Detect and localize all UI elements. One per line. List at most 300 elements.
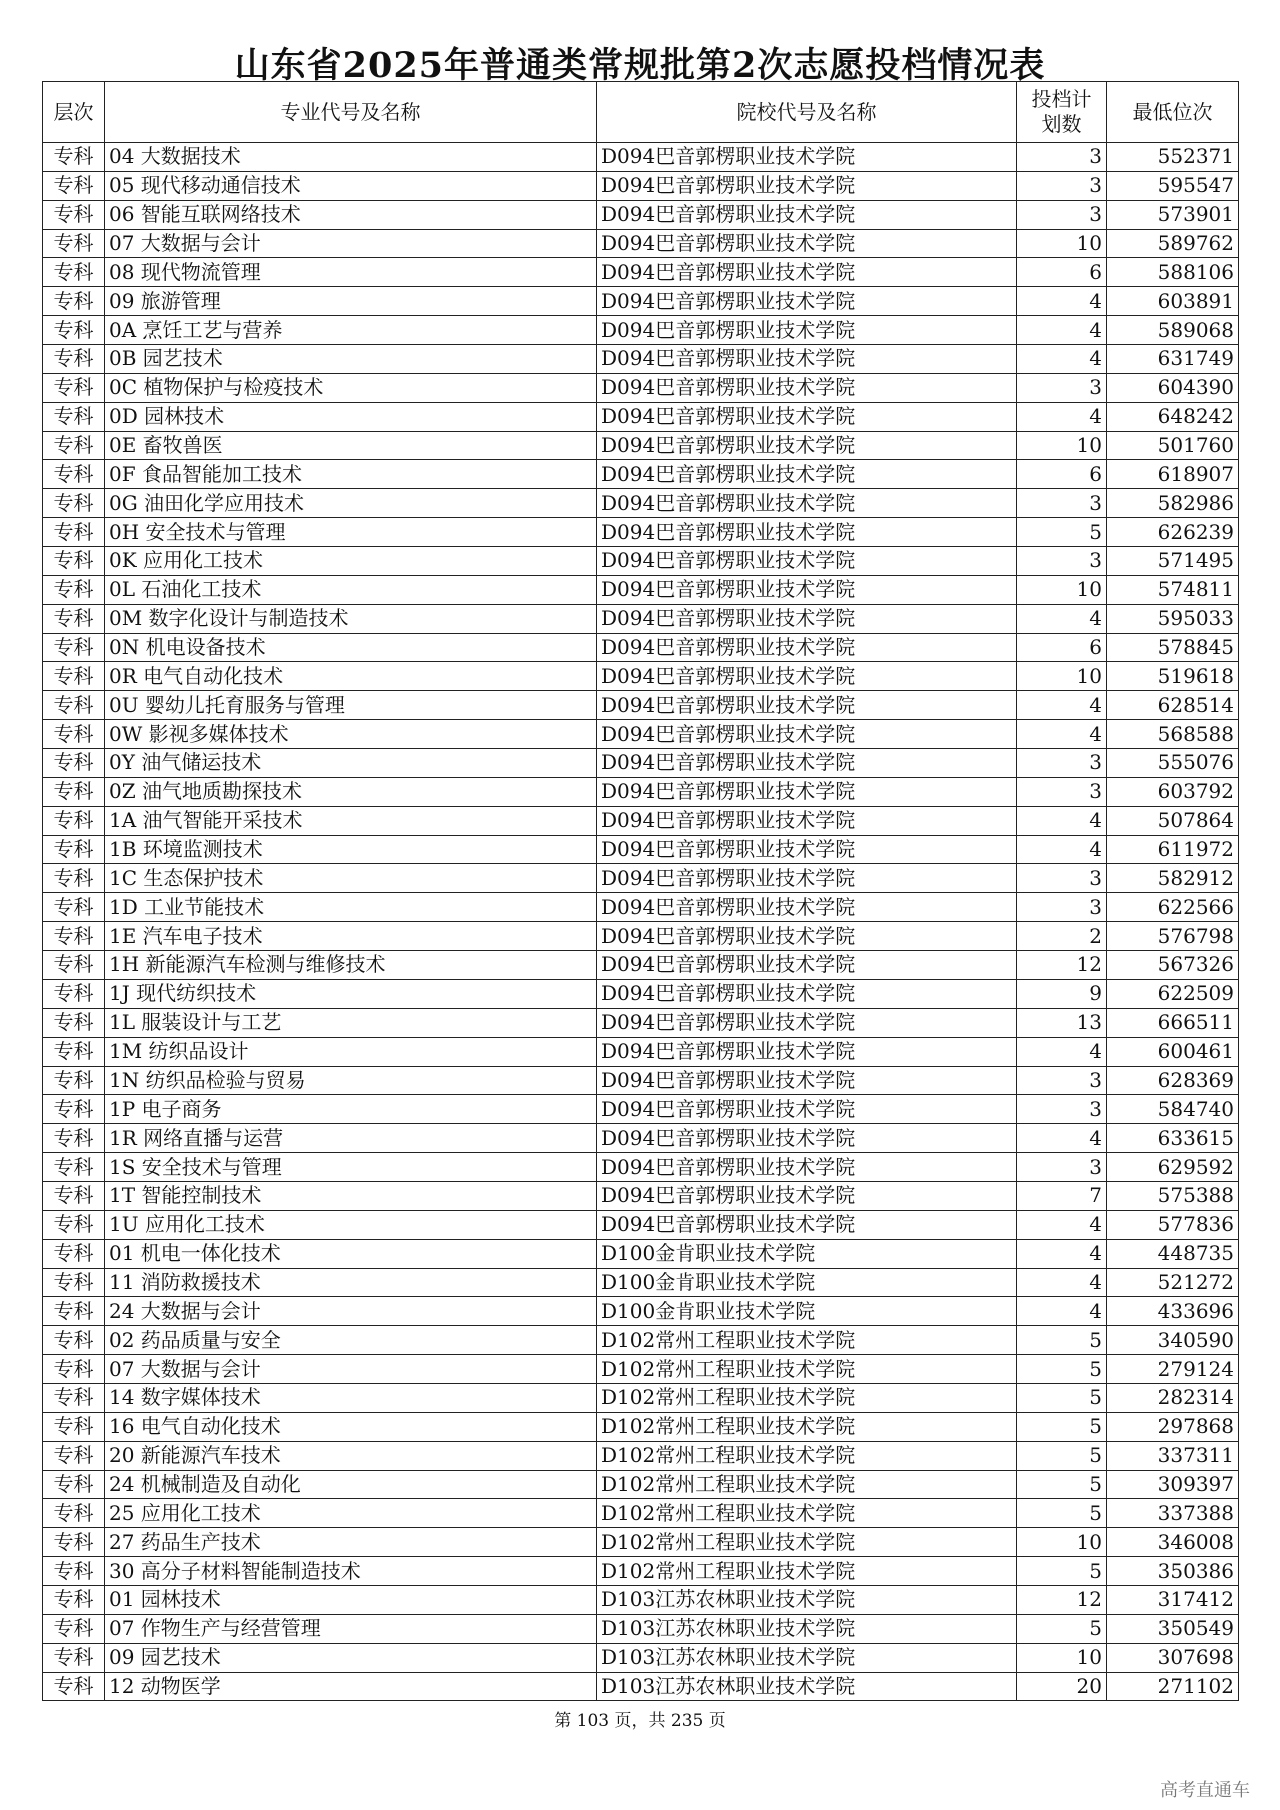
table-header-row bbox=[43, 82, 1239, 143]
cell-school: D094巴音郭楞职业技术学院 bbox=[597, 1008, 1017, 1037]
cell-level: 专科 bbox=[43, 806, 105, 835]
table-row bbox=[43, 922, 1239, 951]
cell-school: D094巴音郭楞职业技术学院 bbox=[597, 287, 1017, 316]
cell-school: D094巴音郭楞职业技术学院 bbox=[597, 373, 1017, 402]
table-row bbox=[43, 777, 1239, 806]
cell-school: D094巴音郭楞职业技术学院 bbox=[597, 345, 1017, 374]
watermark: 高考直通车 bbox=[1160, 1780, 1250, 1801]
cell-plan: 4 bbox=[1017, 720, 1107, 749]
cell-school: D103江苏农林职业技术学院 bbox=[597, 1614, 1017, 1643]
table-row bbox=[43, 1095, 1239, 1124]
cell-school: D100金肯职业技术学院 bbox=[597, 1239, 1017, 1268]
cell-plan: 9 bbox=[1017, 979, 1107, 1008]
table-row bbox=[43, 979, 1239, 1008]
cell-rank: 574811 bbox=[1107, 575, 1239, 604]
cell-rank: 340590 bbox=[1107, 1326, 1239, 1355]
cell-rank: 595547 bbox=[1107, 171, 1239, 200]
table-row bbox=[43, 1412, 1239, 1441]
table-row bbox=[43, 633, 1239, 662]
cell-major: 1M 纺织品设计 bbox=[105, 1037, 597, 1066]
cell-rank: 666511 bbox=[1107, 1008, 1239, 1037]
table-row bbox=[43, 604, 1239, 633]
cell-level: 专科 bbox=[43, 633, 105, 662]
table-row bbox=[43, 1153, 1239, 1182]
table-row bbox=[43, 171, 1239, 200]
cell-plan: 3 bbox=[1017, 200, 1107, 229]
cell-major: 1H 新能源汽车检测与维修技术 bbox=[105, 951, 597, 980]
table-row bbox=[43, 373, 1239, 402]
cell-school: D094巴音郭楞职业技术学院 bbox=[597, 1181, 1017, 1210]
cell-level: 专科 bbox=[43, 1557, 105, 1586]
cell-plan: 5 bbox=[1017, 518, 1107, 547]
cell-school: D094巴音郭楞职业技术学院 bbox=[597, 951, 1017, 980]
cell-rank: 571495 bbox=[1107, 547, 1239, 576]
cell-level: 专科 bbox=[43, 1326, 105, 1355]
cell-level: 专科 bbox=[43, 1470, 105, 1499]
table-row bbox=[43, 1326, 1239, 1355]
cell-level: 专科 bbox=[43, 575, 105, 604]
cell-rank: 584740 bbox=[1107, 1095, 1239, 1124]
cell-level: 专科 bbox=[43, 662, 105, 691]
cell-rank: 626239 bbox=[1107, 518, 1239, 547]
cell-school: D094巴音郭楞职业技术学院 bbox=[597, 633, 1017, 662]
cell-rank: 573901 bbox=[1107, 200, 1239, 229]
cell-major: 0N 机电设备技术 bbox=[105, 633, 597, 662]
table-row bbox=[43, 575, 1239, 604]
cell-rank: 603792 bbox=[1107, 777, 1239, 806]
table-row bbox=[43, 1383, 1239, 1412]
cell-plan: 3 bbox=[1017, 171, 1107, 200]
cell-plan: 4 bbox=[1017, 316, 1107, 345]
cell-rank: 631749 bbox=[1107, 345, 1239, 374]
cell-school: D094巴音郭楞职业技术学院 bbox=[597, 1037, 1017, 1066]
table-row bbox=[43, 749, 1239, 778]
table-row bbox=[43, 1037, 1239, 1066]
table-row bbox=[43, 460, 1239, 489]
table-row bbox=[43, 489, 1239, 518]
cell-school: D094巴音郭楞职业技术学院 bbox=[597, 431, 1017, 460]
cell-school: D094巴音郭楞职业技术学院 bbox=[597, 720, 1017, 749]
cell-plan: 10 bbox=[1017, 662, 1107, 691]
cell-level: 专科 bbox=[43, 518, 105, 547]
table-row bbox=[43, 1672, 1239, 1701]
cell-level: 专科 bbox=[43, 316, 105, 345]
cell-level: 专科 bbox=[43, 345, 105, 374]
cell-level: 专科 bbox=[43, 373, 105, 402]
cell-plan: 5 bbox=[1017, 1499, 1107, 1528]
cell-plan: 5 bbox=[1017, 1557, 1107, 1586]
cell-school: D102常州工程职业技术学院 bbox=[597, 1412, 1017, 1441]
cell-plan: 3 bbox=[1017, 749, 1107, 778]
cell-major: 07 大数据与会计 bbox=[105, 229, 597, 258]
page-footer: 第 103 页，共 235 页 bbox=[554, 1711, 726, 1731]
cell-plan: 12 bbox=[1017, 951, 1107, 980]
cell-major: 25 应用化工技术 bbox=[105, 1499, 597, 1528]
cell-school: D094巴音郭楞职业技术学院 bbox=[597, 460, 1017, 489]
cell-school: D094巴音郭楞职业技术学院 bbox=[597, 749, 1017, 778]
cell-level: 专科 bbox=[43, 1499, 105, 1528]
cell-plan: 5 bbox=[1017, 1383, 1107, 1412]
cell-plan: 4 bbox=[1017, 1297, 1107, 1326]
cell-major: 1E 汽车电子技术 bbox=[105, 922, 597, 951]
cell-school: D102常州工程职业技术学院 bbox=[597, 1470, 1017, 1499]
table-row bbox=[43, 835, 1239, 864]
header-plan-line1: 投档计 bbox=[1031, 87, 1092, 111]
cell-plan: 4 bbox=[1017, 1268, 1107, 1297]
table-row bbox=[43, 1355, 1239, 1384]
cell-major: 08 现代物流管理 bbox=[105, 258, 597, 287]
cell-rank: 297868 bbox=[1107, 1412, 1239, 1441]
table-row bbox=[43, 864, 1239, 893]
cell-level: 专科 bbox=[43, 1383, 105, 1412]
cell-rank: 589068 bbox=[1107, 316, 1239, 345]
table-row bbox=[43, 1066, 1239, 1095]
cell-school: D103江苏农林职业技术学院 bbox=[597, 1672, 1017, 1701]
table-row bbox=[43, 1585, 1239, 1614]
cell-plan: 5 bbox=[1017, 1614, 1107, 1643]
cell-level: 专科 bbox=[43, 1412, 105, 1441]
table-row bbox=[43, 1557, 1239, 1586]
cell-plan: 13 bbox=[1017, 1008, 1107, 1037]
table-row bbox=[43, 431, 1239, 460]
cell-school: D094巴音郭楞职业技术学院 bbox=[597, 1066, 1017, 1095]
table-row bbox=[43, 893, 1239, 922]
table-row bbox=[43, 1181, 1239, 1210]
cell-school: D094巴音郭楞职业技术学院 bbox=[597, 229, 1017, 258]
cell-level: 专科 bbox=[43, 1672, 105, 1701]
cell-level: 专科 bbox=[43, 864, 105, 893]
cell-major: 24 机械制造及自动化 bbox=[105, 1470, 597, 1499]
cell-major: 07 大数据与会计 bbox=[105, 1355, 597, 1384]
table-row bbox=[43, 345, 1239, 374]
cell-level: 专科 bbox=[43, 460, 105, 489]
cell-level: 专科 bbox=[43, 979, 105, 1008]
cell-level: 专科 bbox=[43, 1037, 105, 1066]
cell-plan: 3 bbox=[1017, 777, 1107, 806]
cell-school: D094巴音郭楞职业技术学院 bbox=[597, 979, 1017, 1008]
cell-plan: 10 bbox=[1017, 229, 1107, 258]
cell-rank: 618907 bbox=[1107, 460, 1239, 489]
cell-major: 0D 园林技术 bbox=[105, 402, 597, 431]
cell-plan: 6 bbox=[1017, 460, 1107, 489]
cell-rank: 577836 bbox=[1107, 1210, 1239, 1239]
cell-plan: 5 bbox=[1017, 1470, 1107, 1499]
cell-school: D102常州工程职业技术学院 bbox=[597, 1326, 1017, 1355]
table-row bbox=[43, 402, 1239, 431]
cell-school: D094巴音郭楞职业技术学院 bbox=[597, 777, 1017, 806]
cell-major: 1A 油气智能开采技术 bbox=[105, 806, 597, 835]
table-row bbox=[43, 1470, 1239, 1499]
cell-level: 专科 bbox=[43, 1297, 105, 1326]
cell-school: D102常州工程职业技术学院 bbox=[597, 1528, 1017, 1557]
cell-level: 专科 bbox=[43, 1124, 105, 1153]
cell-level: 专科 bbox=[43, 1210, 105, 1239]
header-school: 院校代号及名称 bbox=[597, 82, 1017, 143]
cell-plan: 10 bbox=[1017, 575, 1107, 604]
cell-school: D094巴音郭楞职业技术学院 bbox=[597, 518, 1017, 547]
cell-rank: 648242 bbox=[1107, 402, 1239, 431]
cell-major: 16 电气自动化技术 bbox=[105, 1412, 597, 1441]
cell-level: 专科 bbox=[43, 200, 105, 229]
header-major: 专业代号及名称 bbox=[105, 82, 597, 143]
cell-plan: 5 bbox=[1017, 1326, 1107, 1355]
cell-rank: 279124 bbox=[1107, 1355, 1239, 1384]
table-row bbox=[43, 200, 1239, 229]
cell-major: 27 药品生产技术 bbox=[105, 1528, 597, 1557]
cell-major: 0R 电气自动化技术 bbox=[105, 662, 597, 691]
cell-school: D094巴音郭楞职业技术学院 bbox=[597, 893, 1017, 922]
cell-school: D094巴音郭楞职业技术学院 bbox=[597, 662, 1017, 691]
cell-rank: 589762 bbox=[1107, 229, 1239, 258]
table-row bbox=[43, 1614, 1239, 1643]
cell-rank: 337311 bbox=[1107, 1441, 1239, 1470]
cell-school: D094巴音郭楞职业技术学院 bbox=[597, 200, 1017, 229]
table-row bbox=[43, 1210, 1239, 1239]
cell-plan: 5 bbox=[1017, 1412, 1107, 1441]
table-row bbox=[43, 1499, 1239, 1528]
cell-rank: 271102 bbox=[1107, 1672, 1239, 1701]
cell-major: 01 机电一体化技术 bbox=[105, 1239, 597, 1268]
cell-school: D094巴音郭楞职业技术学院 bbox=[597, 143, 1017, 172]
cell-major: 05 现代移动通信技术 bbox=[105, 171, 597, 200]
cell-major: 1J 现代纺织技术 bbox=[105, 979, 597, 1008]
cell-plan: 2 bbox=[1017, 922, 1107, 951]
table-row bbox=[43, 547, 1239, 576]
cell-major: 1D 工业节能技术 bbox=[105, 893, 597, 922]
cell-major: 04 大数据技术 bbox=[105, 143, 597, 172]
cell-major: 1B 环境监测技术 bbox=[105, 835, 597, 864]
table-row bbox=[43, 1297, 1239, 1326]
cell-level: 专科 bbox=[43, 287, 105, 316]
page-title: 山东省2025年普通类常规批第2次志愿投档情况表 bbox=[234, 45, 1046, 86]
cell-plan: 3 bbox=[1017, 489, 1107, 518]
cell-major: 0G 油田化学应用技术 bbox=[105, 489, 597, 518]
cell-level: 专科 bbox=[43, 1528, 105, 1557]
cell-level: 专科 bbox=[43, 229, 105, 258]
cell-plan: 4 bbox=[1017, 604, 1107, 633]
header-rank: 最低位次 bbox=[1107, 82, 1239, 143]
cell-school: D094巴音郭楞职业技术学院 bbox=[597, 691, 1017, 720]
table-row bbox=[43, 1124, 1239, 1153]
cell-major: 24 大数据与会计 bbox=[105, 1297, 597, 1326]
cell-rank: 628369 bbox=[1107, 1066, 1239, 1095]
cell-plan: 4 bbox=[1017, 806, 1107, 835]
cell-major: 1R 网络直播与运营 bbox=[105, 1124, 597, 1153]
cell-level: 专科 bbox=[43, 1239, 105, 1268]
cell-rank: 604390 bbox=[1107, 373, 1239, 402]
cell-level: 专科 bbox=[43, 143, 105, 172]
cell-school: D102常州工程职业技术学院 bbox=[597, 1355, 1017, 1384]
cell-level: 专科 bbox=[43, 1008, 105, 1037]
table-row bbox=[43, 1268, 1239, 1297]
cell-plan: 5 bbox=[1017, 1355, 1107, 1384]
cell-rank: 433696 bbox=[1107, 1297, 1239, 1326]
cell-level: 专科 bbox=[43, 1095, 105, 1124]
cell-rank: 346008 bbox=[1107, 1528, 1239, 1557]
cell-level: 专科 bbox=[43, 258, 105, 287]
cell-major: 0B 园艺技术 bbox=[105, 345, 597, 374]
cell-rank: 595033 bbox=[1107, 604, 1239, 633]
cell-school: D094巴音郭楞职业技术学院 bbox=[597, 402, 1017, 431]
cell-school: D094巴音郭楞职业技术学院 bbox=[597, 835, 1017, 864]
cell-rank: 448735 bbox=[1107, 1239, 1239, 1268]
table-row bbox=[43, 806, 1239, 835]
cell-rank: 576798 bbox=[1107, 922, 1239, 951]
cell-plan: 3 bbox=[1017, 893, 1107, 922]
cell-rank: 567326 bbox=[1107, 951, 1239, 980]
cell-plan: 5 bbox=[1017, 1441, 1107, 1470]
header-level: 层次 bbox=[43, 82, 105, 143]
cell-major: 0M 数字化设计与制造技术 bbox=[105, 604, 597, 633]
cell-rank: 588106 bbox=[1107, 258, 1239, 287]
cell-major: 0Z 油气地质勘探技术 bbox=[105, 777, 597, 806]
cell-plan: 6 bbox=[1017, 633, 1107, 662]
cell-level: 专科 bbox=[43, 749, 105, 778]
cell-major: 1T 智能控制技术 bbox=[105, 1181, 597, 1210]
table-body bbox=[43, 143, 1239, 1701]
cell-major: 01 园林技术 bbox=[105, 1585, 597, 1614]
cell-school: D094巴音郭楞职业技术学院 bbox=[597, 258, 1017, 287]
cell-rank: 568588 bbox=[1107, 720, 1239, 749]
cell-level: 专科 bbox=[43, 777, 105, 806]
cell-major: 0Y 油气储运技术 bbox=[105, 749, 597, 778]
cell-plan: 3 bbox=[1017, 864, 1107, 893]
table-row bbox=[43, 1528, 1239, 1557]
cell-rank: 501760 bbox=[1107, 431, 1239, 460]
cell-level: 专科 bbox=[43, 1643, 105, 1672]
cell-level: 专科 bbox=[43, 922, 105, 951]
cell-school: D094巴音郭楞职业技术学院 bbox=[597, 1153, 1017, 1182]
table-row bbox=[43, 662, 1239, 691]
header-plan bbox=[1017, 82, 1107, 143]
cell-rank: 282314 bbox=[1107, 1383, 1239, 1412]
cell-level: 专科 bbox=[43, 1585, 105, 1614]
cell-rank: 507864 bbox=[1107, 806, 1239, 835]
cell-rank: 350549 bbox=[1107, 1614, 1239, 1643]
table-row bbox=[43, 1008, 1239, 1037]
cell-major: 14 数字媒体技术 bbox=[105, 1383, 597, 1412]
cell-level: 专科 bbox=[43, 835, 105, 864]
cell-rank: 307698 bbox=[1107, 1643, 1239, 1672]
cell-plan: 20 bbox=[1017, 1672, 1107, 1701]
cell-rank: 552371 bbox=[1107, 143, 1239, 172]
cell-level: 专科 bbox=[43, 402, 105, 431]
cell-school: D102常州工程职业技术学院 bbox=[597, 1441, 1017, 1470]
cell-school: D103江苏农林职业技术学院 bbox=[597, 1643, 1017, 1672]
cell-major: 1P 电子商务 bbox=[105, 1095, 597, 1124]
cell-rank: 582986 bbox=[1107, 489, 1239, 518]
cell-plan: 4 bbox=[1017, 1210, 1107, 1239]
cell-rank: 309397 bbox=[1107, 1470, 1239, 1499]
cell-major: 30 高分子材料智能制造技术 bbox=[105, 1557, 597, 1586]
cell-school: D094巴音郭楞职业技术学院 bbox=[597, 806, 1017, 835]
table-row bbox=[43, 951, 1239, 980]
cell-rank: 337388 bbox=[1107, 1499, 1239, 1528]
admission-table bbox=[42, 81, 1239, 1701]
cell-major: 0U 婴幼儿托育服务与管理 bbox=[105, 691, 597, 720]
cell-rank: 622509 bbox=[1107, 979, 1239, 1008]
table-row bbox=[43, 258, 1239, 287]
cell-plan: 3 bbox=[1017, 1153, 1107, 1182]
cell-school: D094巴音郭楞职业技术学院 bbox=[597, 1124, 1017, 1153]
table-row bbox=[43, 143, 1239, 172]
cell-level: 专科 bbox=[43, 547, 105, 576]
cell-plan: 4 bbox=[1017, 835, 1107, 864]
cell-level: 专科 bbox=[43, 489, 105, 518]
cell-major: 0H 安全技术与管理 bbox=[105, 518, 597, 547]
cell-level: 专科 bbox=[43, 171, 105, 200]
cell-major: 0C 植物保护与检疫技术 bbox=[105, 373, 597, 402]
cell-major: 0L 石油化工技术 bbox=[105, 575, 597, 604]
cell-rank: 521272 bbox=[1107, 1268, 1239, 1297]
table-row bbox=[43, 1239, 1239, 1268]
cell-school: D102常州工程职业技术学院 bbox=[597, 1557, 1017, 1586]
cell-level: 专科 bbox=[43, 1066, 105, 1095]
cell-school: D102常州工程职业技术学院 bbox=[597, 1499, 1017, 1528]
cell-major: 09 旅游管理 bbox=[105, 287, 597, 316]
cell-school: D094巴音郭楞职业技术学院 bbox=[597, 547, 1017, 576]
cell-school: D094巴音郭楞职业技术学院 bbox=[597, 316, 1017, 345]
cell-school: D094巴音郭楞职业技术学院 bbox=[597, 922, 1017, 951]
cell-plan: 10 bbox=[1017, 431, 1107, 460]
cell-major: 06 智能互联网络技术 bbox=[105, 200, 597, 229]
cell-level: 专科 bbox=[43, 1441, 105, 1470]
cell-rank: 317412 bbox=[1107, 1585, 1239, 1614]
cell-level: 专科 bbox=[43, 893, 105, 922]
cell-major: 02 药品质量与安全 bbox=[105, 1326, 597, 1355]
cell-major: 0F 食品智能加工技术 bbox=[105, 460, 597, 489]
cell-school: D094巴音郭楞职业技术学院 bbox=[597, 1210, 1017, 1239]
cell-major: 11 消防救援技术 bbox=[105, 1268, 597, 1297]
cell-plan: 3 bbox=[1017, 1066, 1107, 1095]
cell-level: 专科 bbox=[43, 604, 105, 633]
cell-plan: 4 bbox=[1017, 345, 1107, 374]
cell-plan: 6 bbox=[1017, 258, 1107, 287]
cell-school: D094巴音郭楞职业技术学院 bbox=[597, 604, 1017, 633]
cell-major: 1S 安全技术与管理 bbox=[105, 1153, 597, 1182]
cell-plan: 4 bbox=[1017, 402, 1107, 431]
cell-major: 0E 畜牧兽医 bbox=[105, 431, 597, 460]
table-row bbox=[43, 287, 1239, 316]
cell-school: D100金肯职业技术学院 bbox=[597, 1268, 1017, 1297]
cell-level: 专科 bbox=[43, 1355, 105, 1384]
cell-plan: 4 bbox=[1017, 691, 1107, 720]
cell-level: 专科 bbox=[43, 1153, 105, 1182]
cell-plan: 3 bbox=[1017, 1095, 1107, 1124]
cell-major: 1C 生态保护技术 bbox=[105, 864, 597, 893]
cell-major: 1U 应用化工技术 bbox=[105, 1210, 597, 1239]
cell-rank: 633615 bbox=[1107, 1124, 1239, 1153]
cell-plan: 4 bbox=[1017, 1037, 1107, 1066]
cell-level: 专科 bbox=[43, 1268, 105, 1297]
table-row bbox=[43, 720, 1239, 749]
cell-rank: 629592 bbox=[1107, 1153, 1239, 1182]
cell-school: D094巴音郭楞职业技术学院 bbox=[597, 171, 1017, 200]
cell-major: 09 园艺技术 bbox=[105, 1643, 597, 1672]
cell-rank: 600461 bbox=[1107, 1037, 1239, 1066]
cell-school: D102常州工程职业技术学院 bbox=[597, 1383, 1017, 1412]
cell-level: 专科 bbox=[43, 951, 105, 980]
cell-plan: 4 bbox=[1017, 1124, 1107, 1153]
cell-plan: 4 bbox=[1017, 287, 1107, 316]
cell-rank: 578845 bbox=[1107, 633, 1239, 662]
table-row bbox=[43, 229, 1239, 258]
cell-major: 1N 纺织品检验与贸易 bbox=[105, 1066, 597, 1095]
cell-level: 专科 bbox=[43, 431, 105, 460]
cell-rank: 628514 bbox=[1107, 691, 1239, 720]
cell-rank: 611972 bbox=[1107, 835, 1239, 864]
cell-school: D094巴音郭楞职业技术学院 bbox=[597, 1095, 1017, 1124]
